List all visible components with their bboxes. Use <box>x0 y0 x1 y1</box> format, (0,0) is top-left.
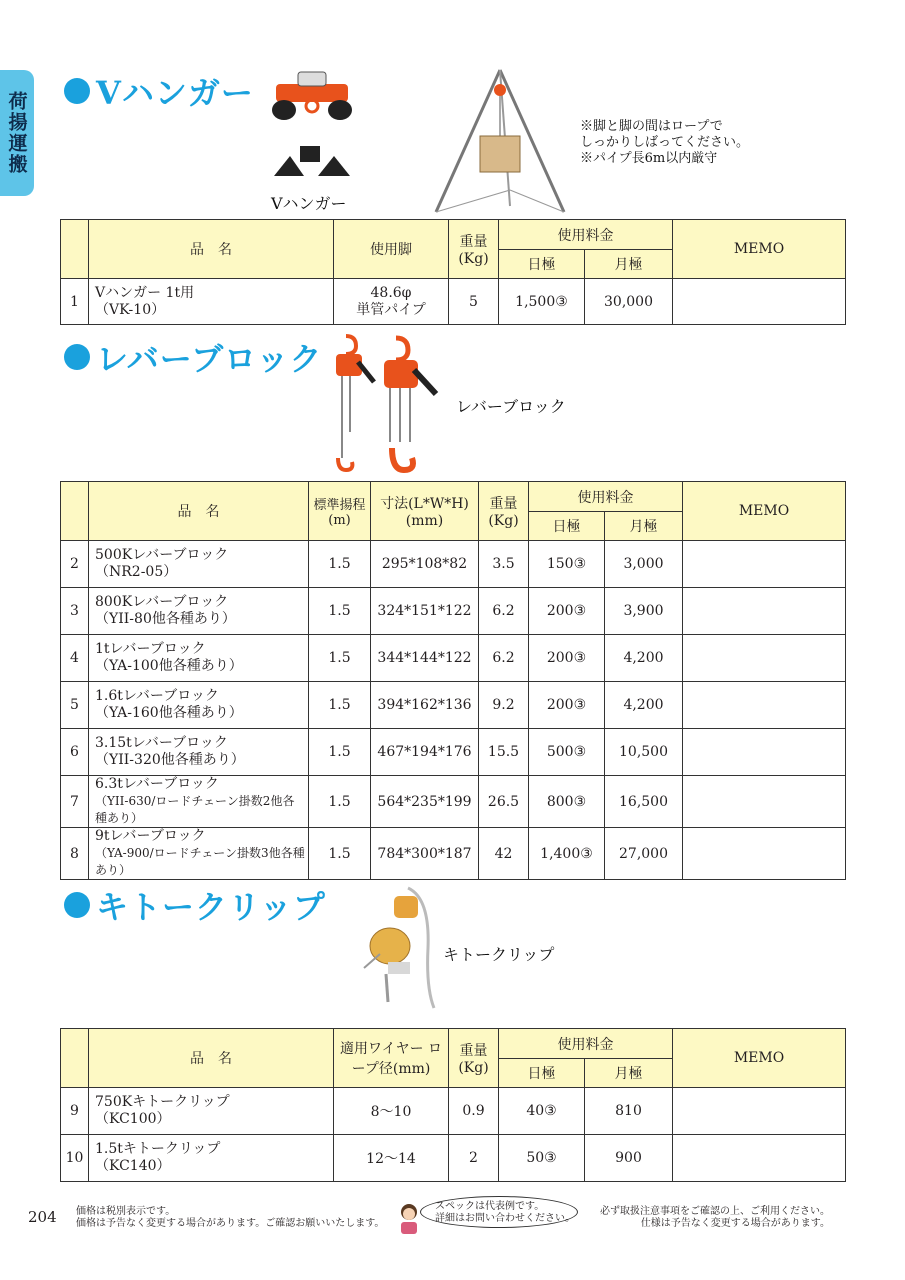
row-memo <box>673 279 846 325</box>
row-memo <box>683 588 846 635</box>
row-day: 1,400③ <box>529 828 605 880</box>
row-name-model: （KC140） <box>95 1158 171 1174</box>
row-memo <box>673 1135 846 1182</box>
lever-header-memo: MEMO <box>683 482 846 541</box>
row-memo <box>683 541 846 588</box>
lever-header-month: 月極 <box>605 512 683 541</box>
vhanger-header-fee: 使用料金 <box>499 220 673 250</box>
row-day: 500③ <box>529 729 605 776</box>
row-name <box>89 828 309 880</box>
table-row <box>61 588 846 635</box>
table-row <box>61 776 846 828</box>
row-name-model: （KC100） <box>95 1111 171 1127</box>
row-wire: 8～10 <box>334 1088 449 1135</box>
row-weight: 3.5 <box>479 541 529 588</box>
row-month: 10,500 <box>605 729 683 776</box>
row-weight: 42 <box>479 828 529 880</box>
row-day: 800③ <box>529 776 605 828</box>
row-name-main: Vハンガー 1t用 <box>95 284 195 301</box>
row-name-model: （YA-100他各種あり） <box>95 658 243 674</box>
lever-header-day: 日極 <box>529 512 605 541</box>
section-title-vhanger-text: Vハンガー <box>96 74 254 112</box>
lever-header-size: 寸法(L*W*H) (mm) <box>371 482 479 541</box>
kitoku-header-fee: 使用料金 <box>499 1029 673 1059</box>
row-month: 3,900 <box>605 588 683 635</box>
row-lift: 1.5 <box>309 588 371 635</box>
row-no: 5 <box>61 682 89 729</box>
row-legs <box>334 279 449 325</box>
lever-caption: レバーブロック <box>456 397 566 416</box>
row-month: 900 <box>585 1135 673 1182</box>
row-no: 4 <box>61 635 89 682</box>
row-name <box>89 541 309 588</box>
vhanger-header-weight: 重量 (Kg) <box>449 220 499 279</box>
row-month: 810 <box>585 1088 673 1135</box>
row-name-model: （YII-630/ロードチェーン掛数2他各種あり） <box>95 794 295 825</box>
row-lift: 1.5 <box>309 776 371 828</box>
row-month: 16,500 <box>605 776 683 828</box>
row-weight: 6.2 <box>479 588 529 635</box>
vhanger-header-month: 月極 <box>585 250 673 279</box>
row-day: 200③ <box>529 682 605 729</box>
row-wire: 12～14 <box>334 1135 449 1182</box>
table-row <box>61 541 846 588</box>
footer-note-tax: 価格は税別表示です。 <box>76 1206 176 1217</box>
row-month: 4,200 <box>605 635 683 682</box>
row-name-main: 1.5tキトークリップ <box>95 1141 221 1157</box>
table-row <box>61 682 846 729</box>
row-weight: 5 <box>449 279 499 325</box>
table-row <box>61 828 846 880</box>
row-size: 324*151*122 <box>371 588 479 635</box>
speech-bubble <box>420 1196 578 1228</box>
section-title-lever-text: レバーブロック <box>96 340 323 378</box>
footer-note-spec: 仕様は予告なく変更する場合があります。 <box>640 1218 830 1229</box>
row-memo <box>683 729 846 776</box>
lever-header-weight: 重量 (Kg) <box>479 482 529 541</box>
bullet-icon <box>64 892 90 918</box>
row-name-model: （YA-900/ロードチェーン掛数3他各種あり） <box>95 846 305 877</box>
row-name-main: 500Kレバーブロック <box>95 547 229 563</box>
row-size: 564*235*199 <box>371 776 479 828</box>
row-name-model: （NR2-05） <box>95 564 178 580</box>
row-day: 200③ <box>529 635 605 682</box>
row-memo <box>683 828 846 880</box>
row-size: 467*194*176 <box>371 729 479 776</box>
kitoku-table <box>60 1028 846 1182</box>
page-number: 204 <box>28 1208 57 1226</box>
kitoku-header-no <box>61 1029 89 1088</box>
section-title-vhanger <box>64 68 254 114</box>
row-name-main: 750Kキトークリップ <box>95 1094 230 1110</box>
vhanger-header-day: 日極 <box>499 250 585 279</box>
kitoku-header-day: 日極 <box>499 1059 585 1088</box>
row-lift: 1.5 <box>309 635 371 682</box>
kitoku-clip-photo <box>358 884 438 1012</box>
row-name <box>89 682 309 729</box>
kitoku-caption: キトークリップ <box>443 945 555 964</box>
lever-header-name: 品 名 <box>89 482 309 541</box>
bubble-line-2: 詳細はお問い合わせください。 <box>435 1213 575 1224</box>
row-name <box>89 1135 334 1182</box>
vhanger-note-1: ※脚と脚の間はロープで <box>580 119 723 134</box>
section-title-kitoku-text: キトークリップ <box>96 888 326 926</box>
row-no: 6 <box>61 729 89 776</box>
row-no: 3 <box>61 588 89 635</box>
row-size: 394*162*136 <box>371 682 479 729</box>
row-name-main: 1tレバーブロック <box>95 641 206 657</box>
vhanger-table <box>60 219 846 325</box>
row-day: 150③ <box>529 541 605 588</box>
row-size: 784*300*187 <box>371 828 479 880</box>
row-weight: 6.2 <box>479 635 529 682</box>
row-name-main: 9tレバーブロック <box>95 828 206 844</box>
table-row <box>61 729 846 776</box>
vhanger-caption: Vハンガー <box>271 194 347 213</box>
row-legs-size: 48.6φ <box>370 284 412 301</box>
row-name <box>89 729 309 776</box>
row-no: 8 <box>61 828 89 880</box>
row-no: 10 <box>61 1135 89 1182</box>
row-day: 200③ <box>529 588 605 635</box>
row-no: 7 <box>61 776 89 828</box>
lever-header-lift: 標準揚程 (m) <box>309 482 371 541</box>
row-legs-type: 単管パイプ <box>356 301 426 318</box>
row-memo <box>683 635 846 682</box>
row-no: 2 <box>61 541 89 588</box>
row-weight: 26.5 <box>479 776 529 828</box>
operator-illustration <box>396 1202 422 1236</box>
vhanger-note-2: しっかりしばってください。 <box>580 135 750 150</box>
kitoku-header-name: 品 名 <box>89 1029 334 1088</box>
row-name-model: （YII-80他各種あり） <box>95 611 236 627</box>
bullet-icon <box>64 344 90 370</box>
row-lift: 1.5 <box>309 682 371 729</box>
row-day: 50③ <box>499 1135 585 1182</box>
row-lift: 1.5 <box>309 828 371 880</box>
row-lift: 1.5 <box>309 729 371 776</box>
row-size: 295*108*82 <box>371 541 479 588</box>
row-memo <box>683 682 846 729</box>
row-name-model: （YA-160他各種あり） <box>95 705 243 721</box>
row-month: 27,000 <box>605 828 683 880</box>
bubble-line-1: スペックは代表例です。 <box>435 1201 545 1212</box>
row-name <box>89 776 309 828</box>
footer-note-price: 価格は予告なく変更する場合があります。ご確認お願いいたします。 <box>76 1218 385 1229</box>
footer-notes-left <box>76 1206 384 1230</box>
vhanger-photo <box>268 66 358 186</box>
row-name-main: 6.3tレバーブロック <box>95 776 219 792</box>
row-weight: 0.9 <box>449 1088 499 1135</box>
section-title-lever <box>64 334 323 380</box>
lever-header-no <box>61 482 89 541</box>
row-month: 30,000 <box>585 279 673 325</box>
footer-note-caution: 必ず取扱注意事項をご確認の上、ご利用ください。 <box>600 1206 830 1217</box>
vhanger-header-legs: 使用脚 <box>334 220 449 279</box>
row-memo <box>673 1088 846 1135</box>
row-weight: 9.2 <box>479 682 529 729</box>
tripod-photo <box>430 66 570 216</box>
vhanger-header-memo: MEMO <box>673 220 846 279</box>
row-name <box>89 279 334 325</box>
row-name-model: （YII-320他各種あり） <box>95 752 245 768</box>
row-name-main: 800Kレバーブロック <box>95 594 229 610</box>
row-name-main: 1.6tレバーブロック <box>95 688 219 704</box>
row-lift: 1.5 <box>309 541 371 588</box>
vhanger-notes <box>580 119 749 167</box>
row-name <box>89 635 309 682</box>
vhanger-note-3: ※パイプ長6m以内厳守 <box>580 151 718 166</box>
lever-block-photo <box>328 332 448 478</box>
kitoku-header-memo: MEMO <box>673 1029 846 1088</box>
vhanger-header-name: 品 名 <box>89 220 334 279</box>
kitoku-header-wire: 適用ワイヤー ロープ径(mm) <box>334 1029 449 1088</box>
row-day: 40③ <box>499 1088 585 1135</box>
row-day: 1,500③ <box>499 279 585 325</box>
row-no: 9 <box>61 1088 89 1135</box>
table-row <box>61 635 846 682</box>
table-row <box>61 1088 846 1135</box>
row-weight: 15.5 <box>479 729 529 776</box>
table-row <box>61 1135 846 1182</box>
row-size: 344*144*122 <box>371 635 479 682</box>
row-memo <box>683 776 846 828</box>
row-month: 3,000 <box>605 541 683 588</box>
kitoku-header-weight: 重量 (Kg) <box>449 1029 499 1088</box>
footer-notes-right <box>600 1206 830 1230</box>
row-weight: 2 <box>449 1135 499 1182</box>
category-tab <box>0 70 34 196</box>
category-tab-label: 荷揚運搬 <box>5 91 28 175</box>
vhanger-header-no <box>61 220 89 279</box>
table-row <box>61 279 846 325</box>
row-name-main: 3.15tレバーブロック <box>95 735 228 751</box>
row-name <box>89 588 309 635</box>
row-month: 4,200 <box>605 682 683 729</box>
lever-header-fee: 使用料金 <box>529 482 683 512</box>
row-name <box>89 1088 334 1135</box>
row-no: 1 <box>61 279 89 325</box>
kitoku-header-month: 月極 <box>585 1059 673 1088</box>
section-title-kitoku <box>64 882 326 928</box>
lever-table <box>60 481 846 880</box>
row-name-model: （VK-10） <box>95 301 166 318</box>
bullet-icon <box>64 78 90 104</box>
